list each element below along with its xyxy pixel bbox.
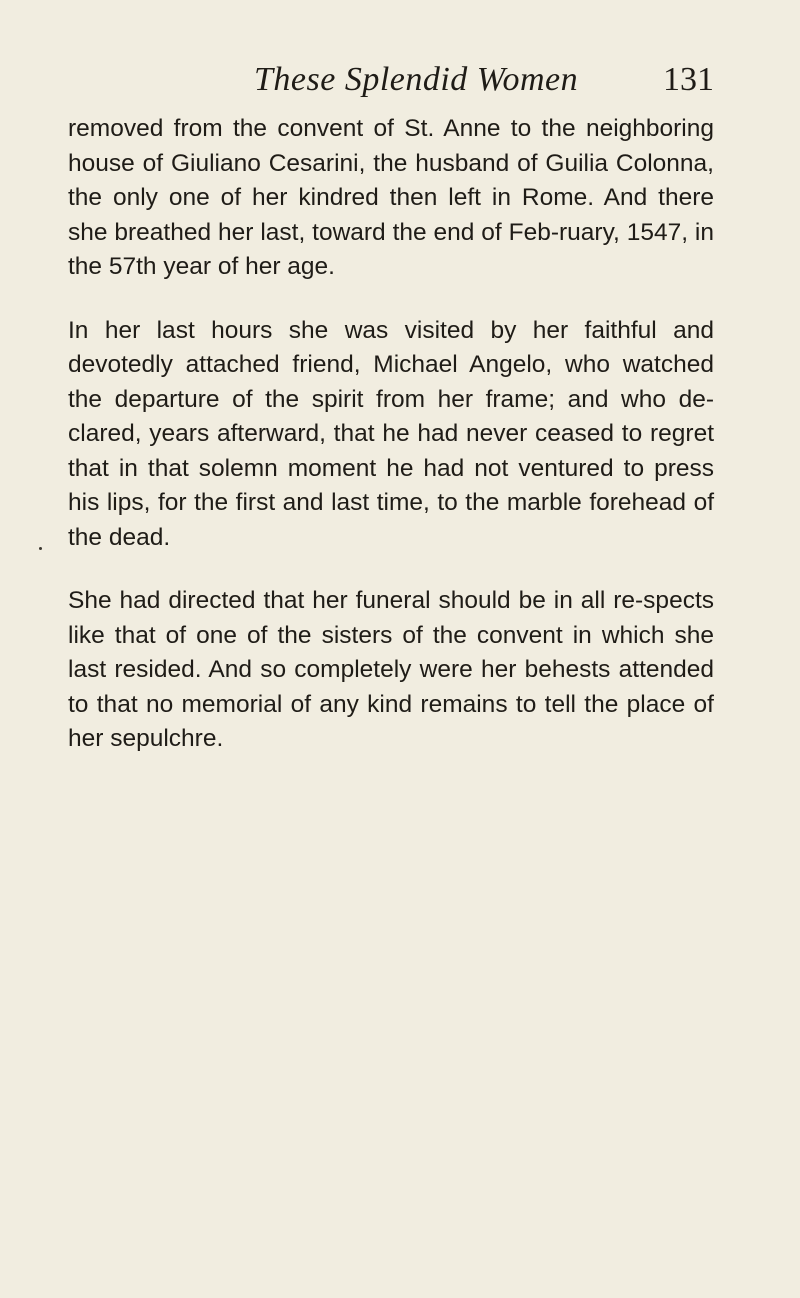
paragraph-3: She had directed that her funeral should be in all re-spects like that of one of the sisters of the convent in which she last resided. And so completely were her behests attended to that no memorial of any kind remains to tell the place of her sepulchre. [68, 587, 714, 752]
margin-speck [39, 547, 42, 550]
page-number: 131 [663, 61, 714, 98]
running-title: These Splendid Women [254, 61, 579, 98]
body-text [68, 112, 714, 757]
paragraph-1: removed from the convent of St. Anne to the neighboring house of Giuliano Cesarini, the husband of Guilia Colonna, the only one of her kindred then left in Rome. And there she breathed her last, toward the end of Feb-ruary, 1547, in the 57th year of her age. [68, 115, 714, 280]
running-head [68, 58, 714, 102]
paragraph-2: In her last hours she was visited by her faithful and devotedly attached friend, Michael Angelo, who watched the departure of the spirit from her frame; and who de-clared, years afterward, that he had never ceased to regret that in that solemn moment he had not ventured to press his lips, for the first and last time, to the marble forehead of the dead. [68, 316, 714, 551]
